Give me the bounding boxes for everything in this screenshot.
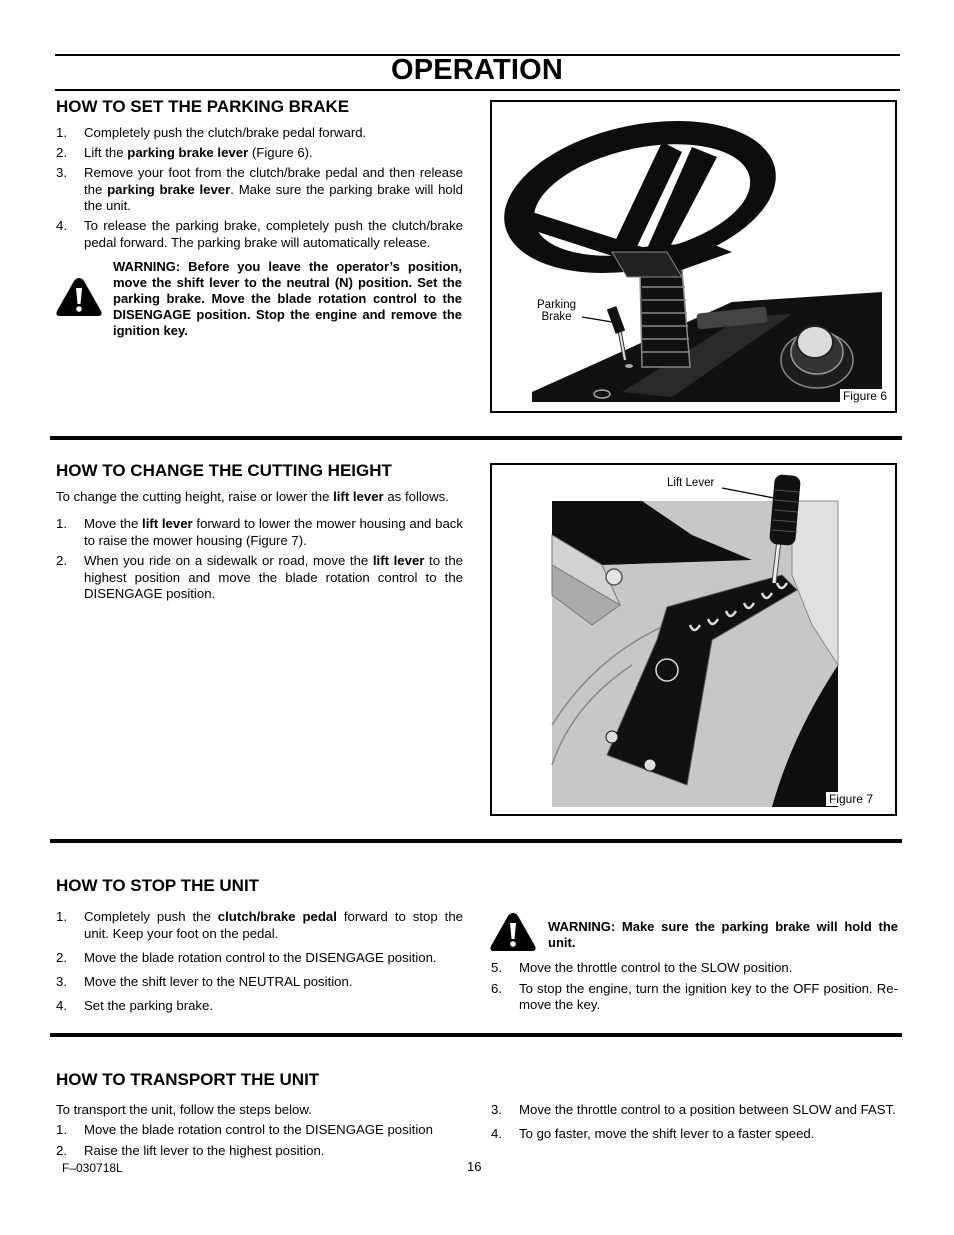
text-run: Raise the lift lever to the highest position. [84, 1142, 325, 1158]
list-item [56, 1143, 463, 1160]
section-divider [50, 436, 902, 440]
list-number: 3. [56, 165, 67, 180]
heading-cutting-height: HOW TO CHANGE THE CUTTING HEIGHT [56, 461, 392, 480]
text-run: (Figure 6). [248, 145, 313, 160]
list-number: 4. [56, 997, 67, 1013]
list-item [56, 553, 463, 603]
list-item [56, 145, 463, 162]
list-number: 4. [56, 218, 67, 233]
heading-transport: HOW TO TRANSPORT THE UNIT [56, 1070, 320, 1089]
list-number: 3. [56, 973, 67, 989]
text-run: Move the [84, 516, 143, 531]
list-number: 1. [56, 1122, 67, 1137]
warning-triangle-icon [55, 276, 103, 318]
bold-term: parking brake lever [127, 145, 249, 160]
text-run: To stop the engine, turn the ignition key to the OFF position. Re-move the key. [519, 980, 898, 1012]
text-run: forward to stop the unit. Keep your foot on the pedal. [84, 909, 464, 941]
bold-term: parking brake lever [107, 181, 231, 197]
callout-lift-lever: Lift Lever [667, 477, 715, 489]
list-item [491, 1102, 898, 1119]
list-item [56, 1122, 463, 1139]
list-item [56, 998, 463, 1015]
transport-steps-left [56, 1122, 463, 1163]
heading-parking-brake: HOW TO SET THE PARKING BRAKE [56, 97, 350, 116]
text-run: Move the blade rotation control to the DISENGAGE position [84, 1122, 433, 1137]
text-run: Completely push the clutch/brake pedal forward. [84, 125, 367, 140]
list-item [56, 516, 463, 549]
figure-7 [490, 463, 897, 816]
list-item [56, 218, 463, 251]
figure-6 [490, 100, 897, 413]
stop-unit-warning: WARNING: Make sure the parking brake will hold the unit. [548, 919, 898, 950]
list-number: 1. [56, 125, 67, 140]
list-number: 1. [56, 516, 67, 531]
text-run: Move the throttle control to the SLOW position. [519, 960, 793, 975]
text-run: Move the shift lever to the NEUTRAL position. [84, 973, 353, 989]
transport-steps-right [491, 1102, 898, 1149]
bold-term: lift lever [333, 489, 384, 504]
list-number: 2. [56, 1142, 67, 1158]
parking-brake-steps [56, 125, 463, 255]
heading-stop-unit: HOW TO STOP THE UNIT [56, 876, 260, 895]
list-number: 6. [491, 980, 502, 996]
section-divider [50, 1033, 902, 1037]
list-item [491, 960, 898, 977]
text-run: Move the throttle control to a position between SLOW and FAST. [519, 1102, 896, 1117]
list-item [56, 950, 463, 967]
text-run: To change the cutting height, raise or lower the [56, 489, 334, 504]
text-run: Remove your foot from the clutch/brake pedal and then release the [84, 165, 463, 197]
footer-code: F–030718L [62, 1161, 123, 1175]
header-bottom-rule [55, 89, 900, 91]
list-number: 2. [56, 145, 67, 160]
list-item [56, 974, 463, 991]
text-run: to the highest position and move the blade rotation control to the DISENGAGE position. [84, 553, 463, 601]
text-run: Set the parking brake. [84, 997, 214, 1013]
page-number: 16 [467, 1159, 482, 1174]
list-item [56, 165, 463, 215]
bold-term: lift lever [142, 516, 193, 531]
text-run: When you ride on a sidewalk or road, move the [84, 553, 373, 568]
list-number: 3. [491, 1102, 502, 1117]
text-run: To go faster, move the shift lever to a faster speed. [519, 1125, 815, 1141]
list-number: 4. [491, 1125, 502, 1141]
bold-term: clutch/brake pedal [217, 909, 337, 924]
list-item [56, 909, 463, 942]
transport-intro: To transport the unit, follow the steps below. [56, 1102, 312, 1117]
callout-parking-brake: Parking Brake [537, 299, 576, 323]
list-item [491, 1126, 898, 1143]
list-number: 2. [56, 949, 67, 965]
section-divider [50, 839, 902, 843]
text-run: Move the blade rotation control to the DISENGAGE position. [84, 949, 437, 965]
page-title: OPERATION [390, 54, 564, 86]
figure-7-caption: Figure 7 [826, 792, 873, 806]
stop-unit-steps-right [491, 960, 898, 1018]
cutting-height-intro [56, 489, 466, 506]
list-number: 5. [491, 960, 502, 975]
list-item [56, 125, 463, 142]
text-run: . Make sure the parking brake will hold the unit. [84, 181, 464, 213]
steering-wheel-illustration [492, 102, 895, 411]
text-run: forward to lower the mower housing and back to raise the mower housing (Figure 7). [84, 516, 463, 548]
text-run: as follows. [383, 489, 449, 504]
text-run: Lift the [84, 145, 128, 160]
bold-term: lift lever [372, 553, 425, 568]
text-run: Completely push the [84, 909, 218, 924]
stop-unit-steps-left [56, 909, 463, 1022]
text-run: To release the parking brake, completely push the clutch/brake pedal forward. The parking brake will automatically release. [84, 218, 463, 250]
warning-triangle-icon [489, 911, 537, 953]
figure-6-caption: Figure 6 [840, 389, 887, 403]
lift-lever-illustration [492, 465, 895, 814]
list-number: 2. [56, 553, 67, 568]
cutting-height-steps [56, 516, 463, 607]
parking-brake-warning: WARNING: Before you leave the operator’s position, move the shift lever to the neutral (N) position. Set the parking brake. Move the blade rotation control to the DISENGAGE position. Stop the engine and remove the ignition key. [113, 259, 462, 338]
list-number: 1. [56, 909, 67, 924]
list-item [491, 981, 898, 1014]
